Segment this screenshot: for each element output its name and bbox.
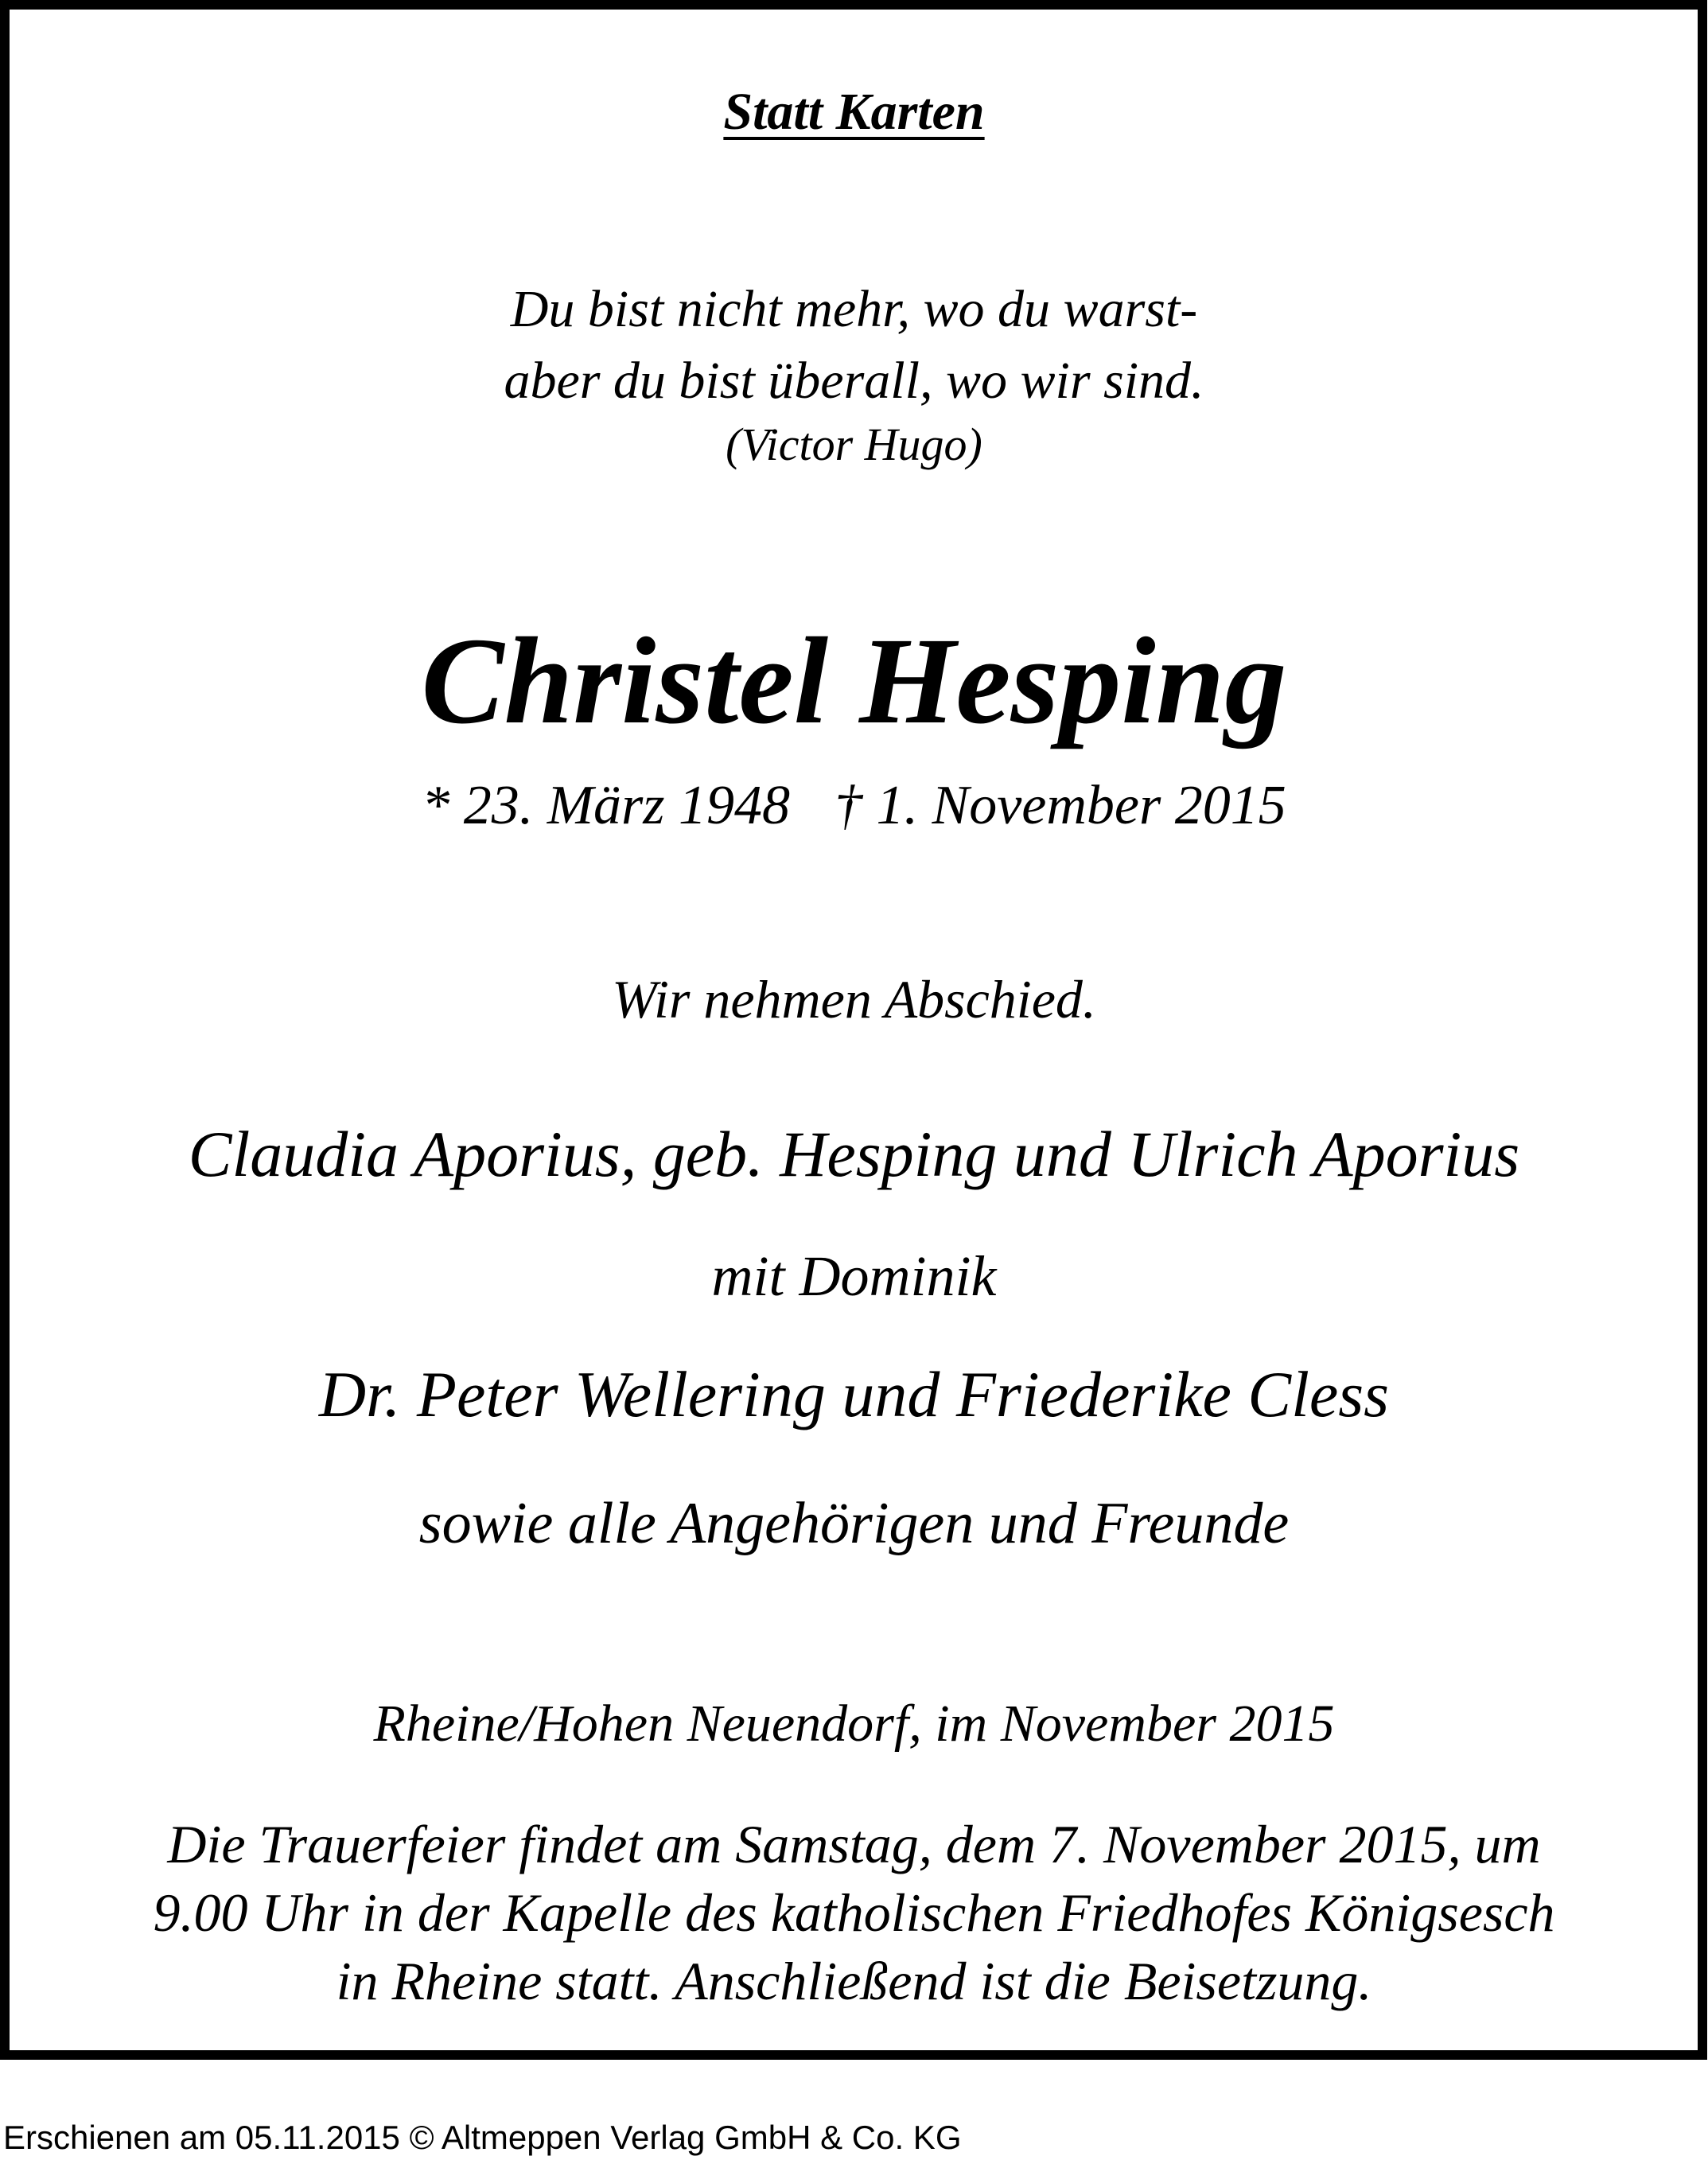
quote-author: (Victor Hugo) (726, 418, 982, 470)
mourner-line-1: Claudia Aporius, geb. Hesping und Ulrich Aporius (188, 1118, 1520, 1190)
notice-header: Statt Karten (723, 83, 985, 141)
life-dates (0, 775, 1708, 836)
death-date: † 1. November 2015 (835, 775, 1286, 836)
mourner-line-3: Dr. Peter Wellering und Friederike Cless (318, 1358, 1390, 1430)
quote-line-1: Du bist nicht mehr, wo du warst- (510, 280, 1198, 338)
quote-line-2: aber du bist überall, wo wir sind. (504, 352, 1204, 410)
publication-footer: Erschienen am 05.11.2015 © Altmeppen Verlag GmbH & Co. KG (3, 2119, 962, 2156)
ceremony-line-1: Die Trauerfeier findet am Samstag, dem 7. November 2015, um (167, 1814, 1541, 1874)
farewell-text: Wir nehmen Abschied. (612, 969, 1096, 1029)
ceremony-line-2: 9.00 Uhr in der Kapelle des katholischen Friedhofes Königsesch (153, 1882, 1555, 1943)
place-date: Rheine/Hohen Neuendorf, im November 2015 (373, 1695, 1335, 1753)
mourner-line-4: sowie alle Angehörigen und Freunde (418, 1491, 1290, 1556)
mourner-line-2: mit Dominik (711, 1244, 997, 1308)
deceased-name: Christel Hesping (421, 612, 1287, 749)
birth-date: * 23. März 1948 (422, 775, 791, 836)
ceremony-line-3: in Rheine statt. Anschließend ist die Beisetzung. (336, 1951, 1372, 2011)
